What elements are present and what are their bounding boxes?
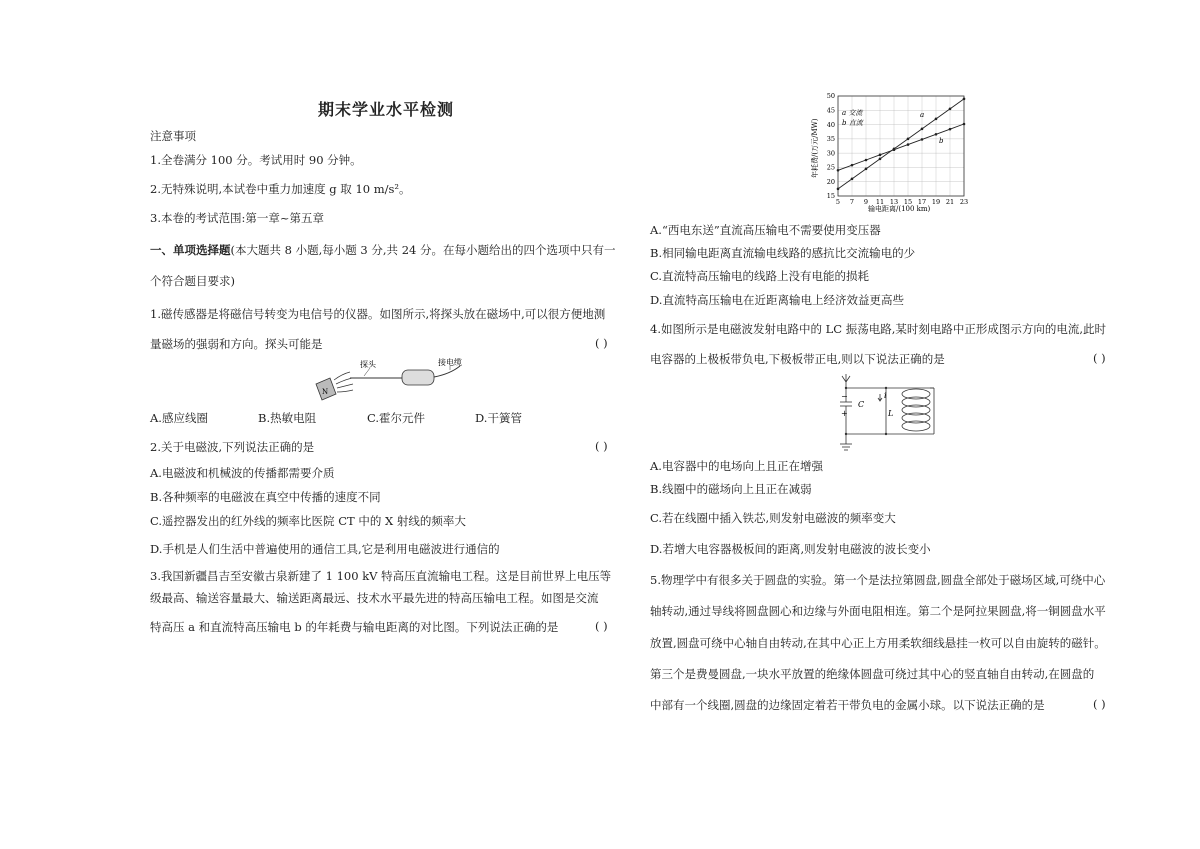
point-a xyxy=(865,168,868,171)
antenna-icon xyxy=(842,374,850,388)
q1-option-b: B.热敏电阻 xyxy=(258,411,317,425)
capacitor-label: C xyxy=(858,400,865,409)
point-b xyxy=(837,169,840,172)
q3-option-c: C.直流特高压输电的线路上没有电能的损耗 xyxy=(650,269,870,283)
y-tick-label: 15 xyxy=(826,192,835,201)
y-tick-label: 45 xyxy=(826,106,835,115)
x-tick-label: 5 xyxy=(835,198,841,206)
q3-option-a: A.“西电东送”直流高压输电不需要使用变压器 xyxy=(650,223,881,237)
q4-option-d: D.若增大电容器极板间的距离,则发射电磁波的波长变小 xyxy=(650,542,931,556)
capacitor-plus-sign: + xyxy=(841,409,848,418)
point-b xyxy=(949,128,952,131)
chart-xlabel: 输电距离/(100 km) xyxy=(868,205,931,213)
y-tick-label: 35 xyxy=(826,135,835,144)
point-a xyxy=(921,128,924,131)
q2-option-c: C.遥控器发出的红外线的频率比医院 CT 中的 X 射线的频率大 xyxy=(150,514,466,528)
x-tick-label: 15 xyxy=(903,198,913,206)
q4-option-b: B.线圈中的磁场向上且正在减弱 xyxy=(650,482,812,496)
q5-stem-line2: 轴转动,通过导线将圆盘圆心和边缘与外面电阻相连。第二个是阿拉果圆盘,将一铜圆盘水平 xyxy=(650,604,1106,618)
q1-option-c: C.霍尔元件 xyxy=(367,411,426,425)
page-title: 期末学业水平检测 xyxy=(318,100,455,119)
point-a xyxy=(879,158,882,161)
point-a xyxy=(949,108,952,111)
point-a xyxy=(935,118,938,121)
x-tick-label: 19 xyxy=(931,198,941,206)
q1-option-a: A.感应线圈 xyxy=(150,411,208,425)
x-tick-label: 13 xyxy=(889,198,899,206)
x-tick-label: 11 xyxy=(875,198,885,206)
x-tick-label: 9 xyxy=(863,198,869,206)
q4-option-c: C.若在线圈中插入铁芯,则发射电磁波的频率变大 xyxy=(650,511,896,525)
q2-stem: 2.关于电磁波,下列说法正确的是 xyxy=(150,440,315,454)
cable xyxy=(434,366,460,377)
point-b xyxy=(865,159,868,162)
chart-legend-a: a 交流 xyxy=(842,109,863,117)
point-a xyxy=(907,138,910,141)
q3-option-b: B.相同输电距离直流输电线路的感抗比交流输电的少 xyxy=(650,246,916,260)
point-b xyxy=(935,133,938,136)
magnet-block xyxy=(316,378,336,400)
note-item: 3.本卷的考试范围:第一章~第五章 xyxy=(150,211,324,225)
q5-stem-line3: 放置,圆盘可绕中心轴自由转动,在其中心正上方用柔软细线悬挂一枚可以自由旋转的磁针。 xyxy=(650,636,1106,650)
section-desc-cont: 个符合题目要求) xyxy=(150,274,235,288)
point-b xyxy=(879,154,882,157)
current-label: i xyxy=(884,391,887,400)
magnet-n-label: N xyxy=(322,388,329,396)
y-tick-label: 30 xyxy=(826,149,835,158)
q4-answer-paren: ( ) xyxy=(1093,351,1106,365)
q4-stem-line1: 4.如图所示是电磁波发射电路中的 LC 振荡电路,某时刻电路中正形成图示方向的电流,此时 xyxy=(650,322,1107,336)
section-label: 一、单项选择题 xyxy=(150,243,231,257)
q3-stem-line2: 级最高、输送容量最大、输送距离最远、技术水平最先进的特高压输电工程。如图是交流 xyxy=(150,591,599,605)
q3-answer-paren: ( ) xyxy=(595,619,608,633)
q5-stem-line5: 中部有一个线圈,圆盘的边缘固定着若干带负电的金属小球。以下说法正确的是 xyxy=(650,698,1045,712)
q5-stem-line4: 第三个是费曼圆盘,一块水平放置的绝缘体圆盘可绕过其中心的竖直轴自由转动,在圆盘的 xyxy=(650,667,1095,681)
probe-body xyxy=(402,370,434,385)
q2-answer-paren: ( ) xyxy=(595,439,608,453)
point-b xyxy=(921,138,924,141)
q3-stem-line3: 特高压 a 和直流特高压输电 b 的年耗费与输电距离的对比图。下列说法正确的是 xyxy=(150,620,559,634)
q1-probe-figure xyxy=(310,356,490,404)
q5-answer-paren: ( ) xyxy=(1093,697,1106,711)
probe-label: 探头 xyxy=(360,360,376,369)
y-tick-label: 25 xyxy=(826,163,835,172)
note-item: 1.全卷满分 100 分。考试用时 90 分钟。 xyxy=(150,153,362,167)
q2-option-b: B.各种频率的电磁波在真空中传播的速度不同 xyxy=(150,490,381,504)
q5-stem-line1: 5.物理学中有很多关于圆盘的实验。第一个是法拉第圆盘,圆盘全部处于磁场区域,可绕中心 xyxy=(650,573,1106,587)
q3-cost-distance-chart xyxy=(806,88,976,216)
inductor-label: L xyxy=(888,409,894,418)
q1-stem-line2: 量磁场的强弱和方向。探头可能是 xyxy=(150,337,323,351)
y-tick-label: 50 xyxy=(826,92,835,101)
coil-icon xyxy=(902,389,930,431)
q4-lc-circuit-figure xyxy=(836,372,946,452)
notes-heading: 注意事项 xyxy=(150,129,196,143)
q1-answer-paren: ( ) xyxy=(595,336,608,350)
x-tick-label: 23 xyxy=(959,198,969,206)
chart-annotation-b: b xyxy=(939,137,944,145)
cable-label: 接电缆 xyxy=(438,358,462,367)
point-a xyxy=(851,178,854,181)
q1-stem-line1: 1.磁传感器是将磁信号转变为电信号的仪器。如图所示,将探头放在磁场中,可以很方便地测 xyxy=(150,307,606,321)
capacitor-minus-sign: − xyxy=(841,392,848,401)
note-item: 2.无特殊说明,本试卷中重力加速度 g 取 10 m/s²。 xyxy=(150,182,411,196)
q4-option-a: A.电容器中的电场向上且正在增强 xyxy=(650,459,823,473)
q2-option-a: A.电磁波和机械波的传播都需要介质 xyxy=(150,466,335,480)
series-line-b xyxy=(838,124,964,170)
point-b xyxy=(963,123,966,126)
q3-option-d: D.直流特高压输电在近距离输电上经济效益更高些 xyxy=(650,293,904,307)
current-arrow-icon xyxy=(878,394,882,401)
q2-option-d: D.手机是人们生活中普遍使用的通信工具,它是利用电磁波进行通信的 xyxy=(150,542,500,556)
x-tick-label: 7 xyxy=(849,198,855,206)
section-desc: (本大题共 8 小题,每小题 3 分,共 24 分。在每小题给出的四个选项中只有一 xyxy=(230,243,616,257)
y-tick-label: 20 xyxy=(826,177,835,186)
chart-ylabel: 年耗费/(万元/MW) xyxy=(811,118,819,178)
chart-annotation-a: a xyxy=(920,111,925,119)
q1-option-d: D.干簧管 xyxy=(475,411,522,425)
q3-stem-line1: 3.我国新疆昌吉至安徽古泉新建了 1 100 kV 特高压直流输电工程。这是目前世界上电压等 xyxy=(150,569,612,583)
x-tick-label: 17 xyxy=(917,198,927,206)
point-a xyxy=(837,188,840,191)
point-a xyxy=(963,98,966,101)
point-b xyxy=(893,148,896,151)
point-b xyxy=(851,164,854,167)
point-b xyxy=(907,143,910,146)
y-tick-label: 40 xyxy=(826,120,835,129)
q4-stem-line2: 电容器的上极板带负电,下极板带正电,则以下说法正确的是 xyxy=(650,352,945,366)
chart-legend-b: b 直流 xyxy=(842,119,863,127)
x-tick-label: 21 xyxy=(945,198,955,206)
section-heading xyxy=(150,242,616,258)
field-lines xyxy=(334,372,353,392)
